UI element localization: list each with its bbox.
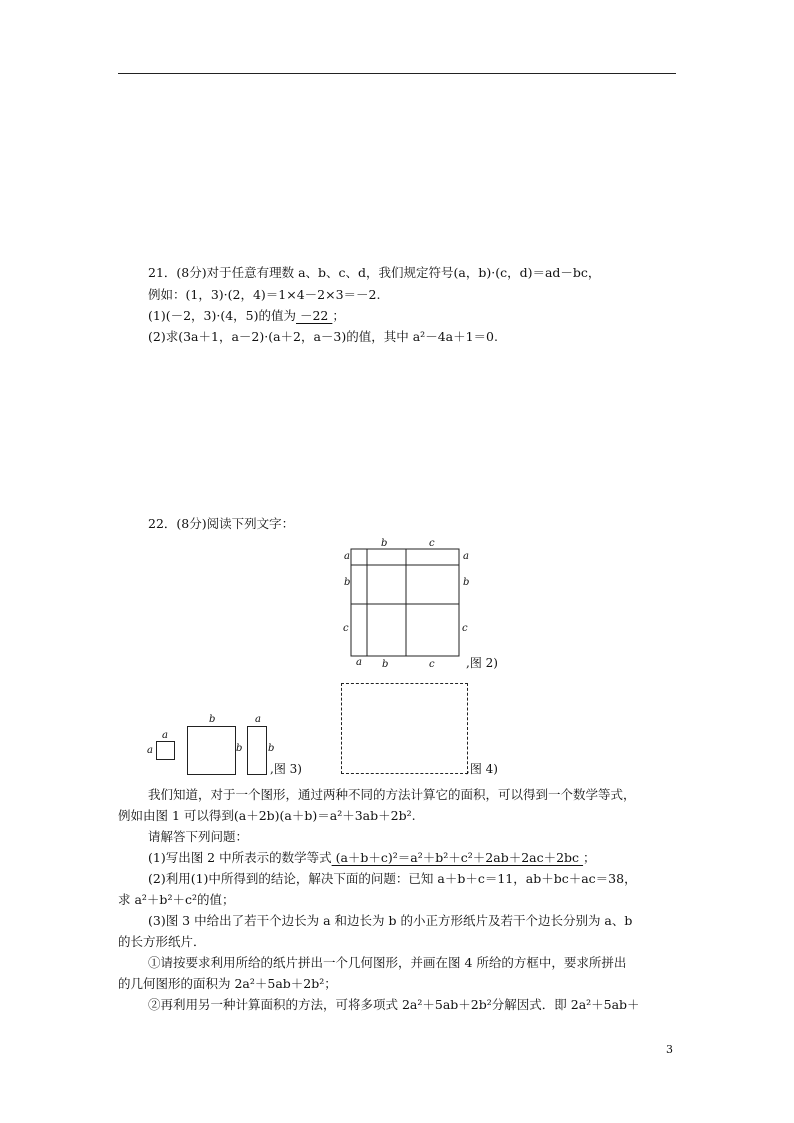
q22-part1-end: ；	[583, 850, 596, 865]
fig2-right-a: a	[463, 551, 469, 562]
q22-part1	[148, 849, 596, 867]
fig2-left-a: a	[344, 551, 350, 562]
fig3-small-square	[156, 741, 175, 760]
fig3-large-square	[187, 726, 236, 775]
fig3-rect-top-a: a	[255, 714, 261, 725]
q22-para-3: 请解答下列问题：	[148, 829, 249, 844]
fig2-right-c: c	[462, 623, 468, 634]
q22-part2: (2)利用(1)中所得到的结论，解决下面的问题：已知 a＋b＋c＝11，ab＋bc＋ac＝38，	[148, 871, 637, 886]
q22-part3-sub2: ②再利用另一种计算面积的方法，可将多项式 2a²＋5ab＋2b²分解因式．即 2a²＋5ab＋	[148, 997, 640, 1012]
fig3-rect-side-b: b	[268, 743, 275, 754]
q22-para-2: 例如由图 1 可以得到(a＋2b)(a＋b)＝a²＋3ab＋2b².	[118, 808, 416, 823]
fig2-bottom-b: b	[382, 659, 389, 670]
q22-part3-cont: 的长方形纸片．	[118, 934, 206, 949]
q22-part1-text: (1)写出图 2 中所表示的数学等式	[148, 850, 332, 865]
fig2-bottom-a: a	[356, 657, 362, 668]
q21-line-3	[148, 307, 345, 325]
fig3-small-left-a: a	[147, 745, 153, 756]
q21-part1-end: ；	[332, 308, 345, 323]
fig3-large-top-b: b	[209, 714, 216, 725]
q22-para-1: 我们知道，对于一个图形，通过两种不同的方法计算它的面积，可以得到一个数学等式，	[148, 787, 636, 802]
figure-2-grid	[350, 547, 462, 659]
fig2-left-c: c	[343, 623, 349, 634]
fig3-large-side-b: b	[236, 743, 243, 754]
fig3-small-top-a: a	[162, 730, 168, 741]
q21-line-4: (2)求(3a＋1，a－2)·(a＋2，a－3)的值，其中 a²－4a＋1＝0.	[148, 329, 498, 344]
q21-line-2: 例如：(1，3)·(2，4)＝1×4－2×3＝－2.	[148, 287, 381, 302]
q22-part3: (3)图 3 中给出了若干个边长为 a 和边长为 b 的小正方形纸片及若干个边长分别为 a、b	[148, 913, 633, 928]
q22-heading: 22．(8分)阅读下列文字：	[148, 516, 295, 531]
fig2-top-c: c	[429, 538, 435, 549]
fig2-top-b: b	[381, 538, 388, 549]
fig2-caption: ,图 2)	[466, 656, 498, 670]
fig4-dashed-box	[341, 683, 468, 774]
fig2-right-b: b	[463, 577, 470, 588]
header-rule	[118, 73, 676, 74]
q21-part1-answer: －22	[296, 308, 333, 323]
q22-part2-cont: 求 a²＋b²＋c²的值；	[118, 892, 235, 907]
fig4-caption: ,图 4)	[466, 762, 498, 776]
q22-part3-sub1-cont: 的几何图形的面积为 2a²＋5ab＋2b²；	[118, 976, 337, 991]
q21-part1-text: (1)(－2，3)·(4，5)的值为	[148, 308, 296, 323]
fig3-rectangle	[247, 726, 267, 775]
q21-line-1: 21．(8分)对于任意有理数 a、b、c、d，我们规定符号(a，b)·(c，d)＝ad－bc，	[148, 265, 601, 280]
q22-part3-sub1: ①请按要求利用所给的纸片拼出一个几何图形，并画在图 4 所给的方框中，要求所拼出	[148, 955, 627, 970]
fig3-caption: ,图 3)	[270, 762, 302, 776]
q22-part1-answer: (a＋b＋c)²＝a²＋b²＋c²＋2ab＋2ac＋2bc	[331, 850, 584, 865]
fig2-left-b: b	[344, 577, 351, 588]
page-number: 3	[666, 1043, 673, 1056]
fig2-bottom-c: c	[429, 659, 435, 670]
